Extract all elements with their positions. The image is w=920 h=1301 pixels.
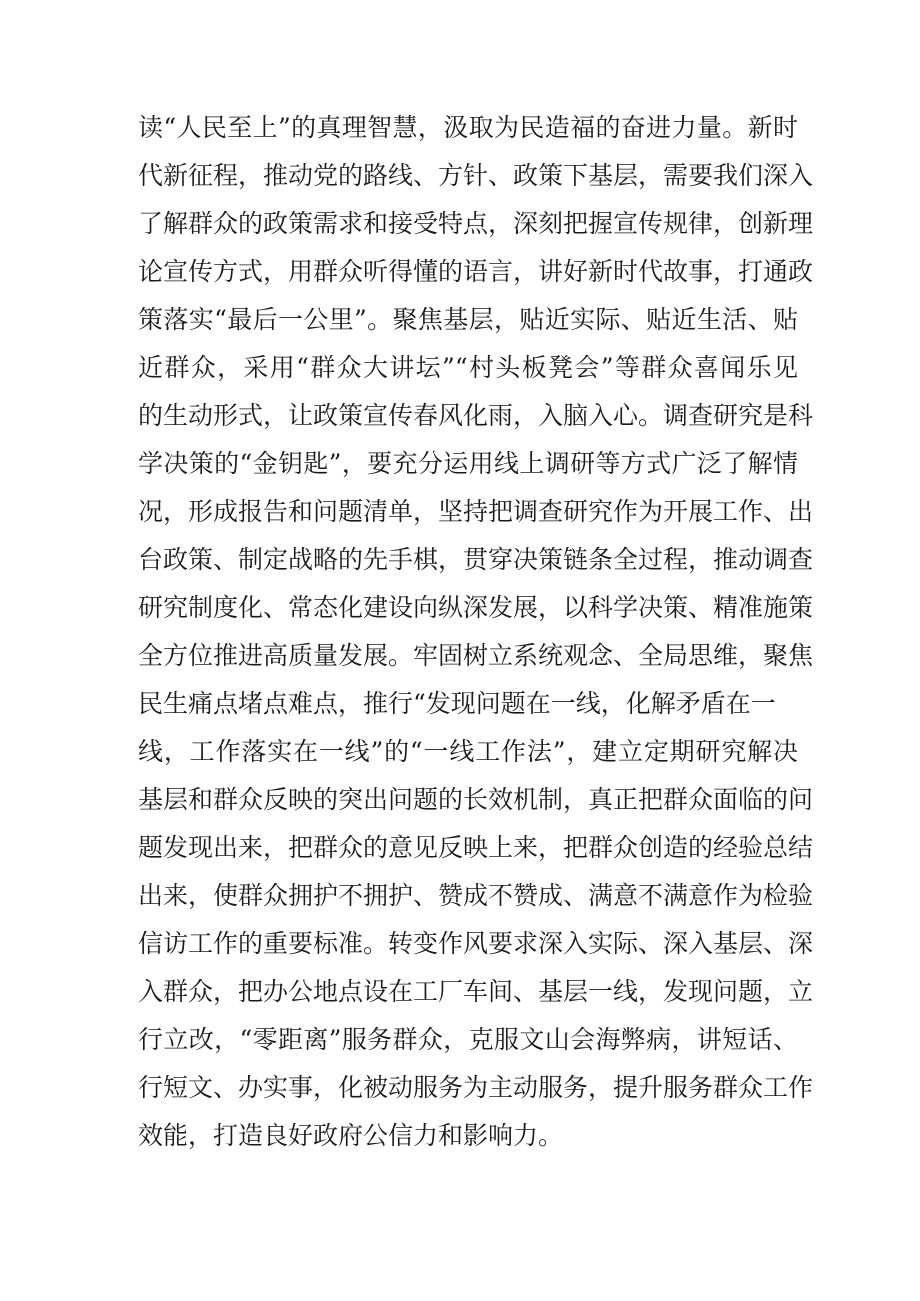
text-line-2: 代新征程，推动党的路线、方针、政策下基层，需要我们深入: [138, 161, 814, 190]
text-line-5: 策落实“最后一公里”。聚焦基层，贴近实际、贴近生活、贴: [138, 305, 798, 334]
text-line-17: 出来，使群众拥护不拥护、赞成不赞成、满意不满意作为检验: [138, 881, 814, 910]
body-paragraph: [138, 104, 814, 1160]
text-line-7: 的生动形式，让政策宣传春风化雨，入脑入心。调查研究是科: [138, 401, 814, 430]
text-line-19: 入群众，把办公地点设在工厂车间、基层一线，发现问题，立: [138, 977, 814, 1006]
text-line-11: 研究制度化、常态化建设向纵深发展，以科学决策、精准施策: [138, 593, 814, 622]
text-line-4: 论宣传方式，用群众听得懂的语言，讲好新时代故事，打通政: [138, 257, 814, 286]
text-line-20: 行立改，“零距离”服务群众，克服文山会海弊病，讲短话、: [138, 1025, 798, 1054]
text-line-22: 效能，打造良好政府公信力和影响力。: [138, 1121, 564, 1150]
text-line-3: 了解群众的政策需求和接受特点，深刻把握宣传规律，创新理: [138, 209, 814, 238]
text-line-18: 信访工作的重要标准。转变作风要求深入实际、深入基层、深: [138, 929, 814, 958]
text-line-8: 学决策的“金钥匙”，要充分运用线上调研等方式广泛了解情: [138, 449, 798, 478]
text-line-10: 台政策、制定战略的先手棋，贯穿决策链条全过程，推动调查: [138, 545, 814, 574]
text-line-12: 全方位推进高质量发展。牢固树立系统观念、全局思维，聚焦: [138, 641, 814, 670]
text-line-1: 读“人民至上”的真理智慧，汲取为民造福的奋进力量。新时: [138, 113, 798, 142]
text-line-9: 况，形成报告和问题清单，坚持把调查研究作为开展工作、出: [138, 497, 814, 526]
text-line-15: 基层和群众反映的突出问题的长效机制，真正把群众面临的问: [138, 785, 814, 814]
text-line-13: 民生痛点堵点难点，推行“发现问题在一线，化解矛盾在一: [138, 689, 776, 718]
text-line-6: 近群众，采用“群众大讲坛”“村头板凳会”等群众喜闻乐见: [138, 353, 798, 382]
text-line-16: 题发现出来，把群众的意见反映上来，把群众创造的经验总结: [138, 833, 814, 862]
text-line-14: 线，工作落实在一线”的“一线工作法”，建立定期研究解决: [138, 737, 798, 766]
text-line-21: 行短文、办实事，化被动服务为主动服务，提升服务群众工作: [138, 1073, 814, 1102]
